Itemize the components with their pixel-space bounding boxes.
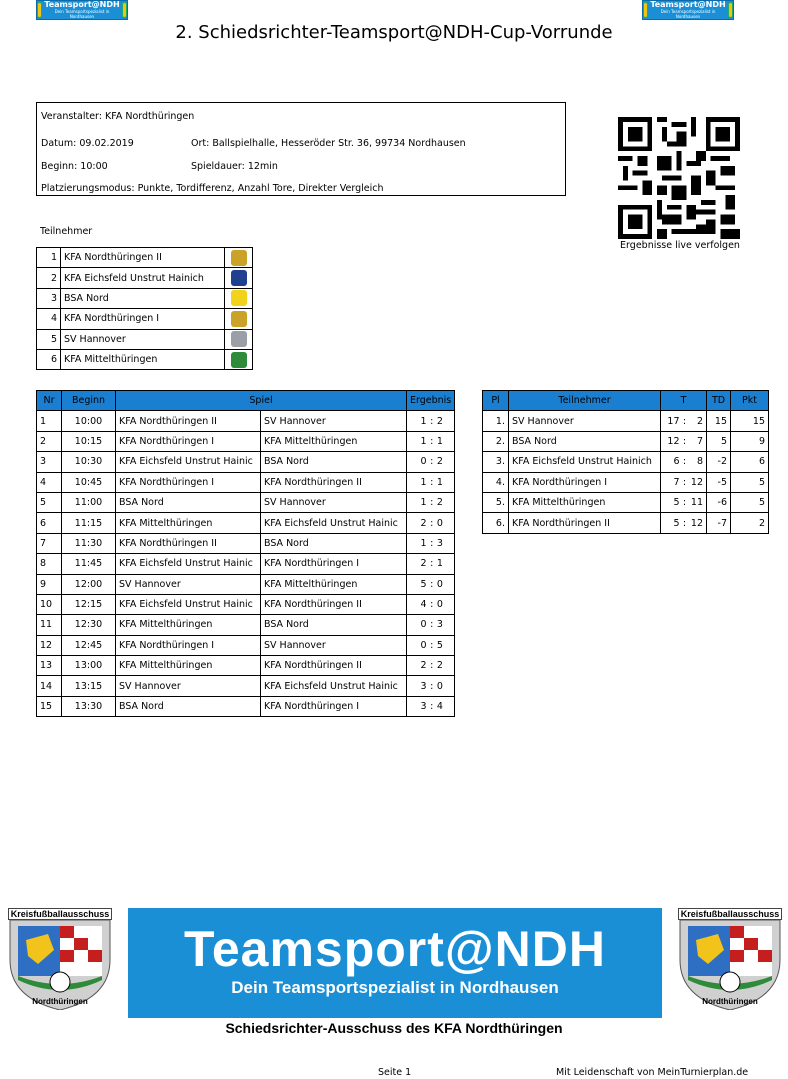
game-nr: 7 [37, 533, 62, 553]
score-separator: : [427, 656, 435, 676]
game-home: KFA Eichsfeld Unstrut Hainic [116, 554, 261, 574]
game-home: KFA Eichsfeld Unstrut Hainic [116, 452, 261, 472]
score-separator: : [427, 492, 435, 512]
score-separator: : [427, 513, 435, 533]
game-row [37, 574, 455, 594]
participant-nr: 5 [37, 329, 61, 349]
participant-nr: 2 [37, 268, 61, 288]
goals-against: 12 [689, 513, 707, 533]
score-separator: : [427, 696, 435, 716]
rank-place: 1. [483, 411, 509, 431]
logo-subtext: Dein Teamsportspezialist in Nordhausen [660, 9, 716, 19]
page-number: Seite 1 [378, 1067, 412, 1078]
team-crest-icon [231, 311, 247, 327]
game-row [37, 411, 455, 431]
score-separator: : [427, 676, 435, 696]
participant-name: SV Hannover [61, 329, 225, 349]
crest-icon [37, 2, 42, 18]
participants-table [36, 247, 253, 370]
col-teilnehmer: Teilnehmer [509, 391, 661, 411]
game-home: KFA Nordthüringen I [116, 472, 261, 492]
date: Datum: 09.02.2019 [41, 138, 134, 149]
away-goals: 0 [436, 594, 455, 614]
game-nr: 9 [37, 574, 62, 594]
logo-text: Teamsport@NDH [44, 0, 120, 9]
rank-team: KFA Nordthüringen II [509, 513, 661, 533]
col-ergebnis: Ergebnis [407, 391, 455, 411]
start-time: Beginn: 10:00 [41, 161, 108, 172]
score-separator: : [427, 615, 435, 635]
crest-right [678, 908, 782, 1013]
score-separator: : [427, 635, 435, 655]
game-nr: 14 [37, 676, 62, 696]
col-td: TD [707, 391, 731, 411]
game-away: KFA Mittelthüringen [261, 574, 407, 594]
game-time: 12:30 [62, 615, 116, 635]
rank-team: KFA Mittelthüringen [509, 492, 661, 512]
rank-team: BSA Nord [509, 431, 661, 451]
score-separator: : [427, 411, 435, 431]
game-home: KFA Nordthüringen I [116, 431, 261, 451]
game-away: KFA Eichsfeld Unstrut Hainic [261, 513, 407, 533]
score-separator: : [427, 452, 435, 472]
game-row [37, 594, 455, 614]
game-away: KFA Nordthüringen I [261, 554, 407, 574]
rank-points: 15 [731, 411, 769, 431]
game-away: BSA Nord [261, 615, 407, 635]
score-separator: : [427, 472, 435, 492]
team-crest-icon [231, 331, 247, 347]
game-away: KFA Mittelthüringen [261, 431, 407, 451]
away-goals: 4 [436, 696, 455, 716]
game-nr: 3 [37, 452, 62, 472]
game-nr: 10 [37, 594, 62, 614]
footer-subtitle: Schiedsrichter-Ausschuss des KFA Nordthüringen [225, 1020, 563, 1036]
organizer: Veranstalter: KFA Nordthüringen [41, 111, 195, 122]
game-home: KFA Mittelthüringen [116, 615, 261, 635]
game-time: 10:00 [62, 411, 116, 431]
rank-place: 5. [483, 492, 509, 512]
ranking-row [483, 492, 769, 512]
score-separator: : [681, 513, 689, 533]
header-logo-right [642, 0, 734, 20]
col-pl: Pl [483, 391, 509, 411]
game-time: 12:15 [62, 594, 116, 614]
score-separator: : [681, 431, 689, 451]
participant-crest [225, 268, 253, 288]
goals-for: 12 [661, 431, 681, 451]
banner-subtitle: Dein Teamsportspezialist in Nordhausen [231, 978, 559, 997]
home-goals: 1 [407, 411, 428, 431]
team-crest-icon [231, 270, 247, 286]
game-home: KFA Nordthüringen II [116, 411, 261, 431]
qr-caption: Ergebnisse live verfolgen [620, 240, 740, 251]
home-goals: 0 [407, 615, 428, 635]
home-goals: 5 [407, 574, 428, 594]
game-row [37, 554, 455, 574]
game-nr: 8 [37, 554, 62, 574]
game-home: SV Hannover [116, 574, 261, 594]
home-goals: 3 [407, 676, 428, 696]
rank-goal-diff: -5 [707, 472, 731, 492]
banner-title: Teamsport@NDH [184, 921, 606, 977]
goals-against: 11 [689, 492, 707, 512]
participant-row [37, 329, 253, 349]
score-separator: : [427, 554, 435, 574]
game-nr: 13 [37, 656, 62, 676]
home-goals: 0 [407, 635, 428, 655]
ranking-mode: Platzierungsmodus: Punkte, Tordifferenz, Anzahl Tore, Direkter Vergleich [41, 183, 384, 194]
crest-left [8, 908, 112, 1013]
away-goals: 0 [436, 676, 455, 696]
game-home: BSA Nord [116, 696, 261, 716]
away-goals: 1 [436, 472, 455, 492]
game-time: 13:15 [62, 676, 116, 696]
game-away: SV Hannover [261, 411, 407, 431]
away-goals: 1 [436, 554, 455, 574]
ranking-row [483, 513, 769, 533]
ranking-table [482, 390, 769, 534]
logo-subtext: Dein Teamsportspezialist in Nordhausen [54, 9, 110, 19]
goals-for: 17 [661, 411, 681, 431]
participant-nr: 1 [37, 248, 61, 268]
game-row [37, 492, 455, 512]
rank-points: 9 [731, 431, 769, 451]
participant-crest [225, 309, 253, 329]
location: Ort: Ballspielhalle, Hesseröder Str. 36, 99734 Nordhausen [191, 138, 466, 149]
game-time: 11:15 [62, 513, 116, 533]
home-goals: 2 [407, 554, 428, 574]
game-home: KFA Mittelthüringen [116, 656, 261, 676]
rank-place: 3. [483, 452, 509, 472]
kfa-crest-icon [8, 920, 112, 1010]
game-time: 12:45 [62, 635, 116, 655]
rank-points: 6 [731, 452, 769, 472]
participant-crest [225, 329, 253, 349]
score-separator: : [681, 492, 689, 512]
game-home: KFA Nordthüringen I [116, 635, 261, 655]
col-pkt: Pkt [731, 391, 769, 411]
col-spiel: Spiel [116, 391, 407, 411]
score-separator: : [681, 452, 689, 472]
game-time: 11:00 [62, 492, 116, 512]
away-goals: 2 [436, 656, 455, 676]
game-row [37, 513, 455, 533]
home-goals: 1 [407, 533, 428, 553]
participant-row [37, 268, 253, 288]
ranking-row [483, 411, 769, 431]
qr-code[interactable] [618, 117, 740, 239]
away-goals: 1 [436, 431, 455, 451]
participant-name: KFA Eichsfeld Unstrut Hainich [61, 268, 225, 288]
game-time: 11:45 [62, 554, 116, 574]
credit-link[interactable]: Mit Leidenschaft von MeinTurnierplan.de [556, 1067, 749, 1078]
game-away: KFA Nordthüringen I [261, 696, 407, 716]
game-home: KFA Nordthüringen II [116, 533, 261, 553]
score-separator: : [681, 411, 689, 431]
rank-goal-diff: -7 [707, 513, 731, 533]
game-row [37, 635, 455, 655]
participant-name: KFA Nordthüringen I [61, 309, 225, 329]
away-goals: 2 [436, 411, 455, 431]
col-nr: Nr [37, 391, 62, 411]
away-goals: 2 [436, 492, 455, 512]
game-duration: Spieldauer: 12min [191, 161, 278, 172]
game-nr: 1 [37, 411, 62, 431]
game-row [37, 533, 455, 553]
crest-bottom-text: Nordthüringen [702, 997, 758, 1006]
tournament-info-box [36, 102, 566, 196]
game-away: KFA Nordthüringen II [261, 656, 407, 676]
game-away: KFA Nordthüringen II [261, 472, 407, 492]
game-time: 10:45 [62, 472, 116, 492]
home-goals: 2 [407, 513, 428, 533]
game-row [37, 696, 455, 716]
away-goals: 3 [436, 533, 455, 553]
goals-against: 12 [689, 472, 707, 492]
game-nr: 2 [37, 431, 62, 451]
participant-name: KFA Nordthüringen II [61, 248, 225, 268]
participant-name: KFA Mittelthüringen [61, 349, 225, 369]
game-row [37, 452, 455, 472]
away-goals: 3 [436, 615, 455, 635]
away-goals: 2 [436, 452, 455, 472]
away-goals: 5 [436, 635, 455, 655]
home-goals: 0 [407, 452, 428, 472]
header-logo-left [36, 0, 128, 20]
game-away: KFA Nordthüringen II [261, 594, 407, 614]
game-time: 10:30 [62, 452, 116, 472]
page-title: 2. Schiedsrichter-Teamsport@NDH-Cup-Vorrunde [175, 22, 613, 43]
crest-label: Kreisfußballausschuss [8, 908, 112, 920]
score-separator: : [427, 594, 435, 614]
game-row [37, 676, 455, 696]
rank-team: KFA Eichsfeld Unstrut Hainich [509, 452, 661, 472]
game-time: 13:00 [62, 656, 116, 676]
game-away: KFA Eichsfeld Unstrut Hainic [261, 676, 407, 696]
col-tore: T [661, 391, 707, 411]
rank-team: SV Hannover [509, 411, 661, 431]
game-row [37, 472, 455, 492]
participants-label: Teilnehmer [40, 226, 93, 237]
score-separator: : [681, 472, 689, 492]
home-goals: 2 [407, 656, 428, 676]
goals-against: 2 [689, 411, 707, 431]
crest-icon [643, 2, 648, 18]
game-away: BSA Nord [261, 452, 407, 472]
game-time: 13:30 [62, 696, 116, 716]
ranking-row [483, 431, 769, 451]
rank-place: 2. [483, 431, 509, 451]
home-goals: 1 [407, 492, 428, 512]
game-time: 11:30 [62, 533, 116, 553]
participant-crest [225, 288, 253, 308]
game-home: SV Hannover [116, 676, 261, 696]
rank-place: 4. [483, 472, 509, 492]
game-time: 12:00 [62, 574, 116, 594]
game-away: BSA Nord [261, 533, 407, 553]
ranking-row [483, 452, 769, 472]
score-separator: : [427, 431, 435, 451]
crest-icon [122, 2, 127, 18]
away-goals: 0 [436, 574, 455, 594]
game-home: BSA Nord [116, 492, 261, 512]
logo-text: Teamsport@NDH [650, 0, 726, 9]
game-away: SV Hannover [261, 635, 407, 655]
participant-crest [225, 349, 253, 369]
ranking-row [483, 472, 769, 492]
home-goals: 1 [407, 472, 428, 492]
kfa-crest-icon [678, 920, 782, 1010]
home-goals: 3 [407, 696, 428, 716]
game-time: 10:15 [62, 431, 116, 451]
crest-icon [728, 2, 733, 18]
home-goals: 1 [407, 431, 428, 451]
team-crest-icon [231, 290, 247, 306]
game-nr: 12 [37, 635, 62, 655]
participant-nr: 6 [37, 349, 61, 369]
participant-row [37, 349, 253, 369]
rank-goal-diff: -2 [707, 452, 731, 472]
away-goals: 0 [436, 513, 455, 533]
goals-for: 7 [661, 472, 681, 492]
team-crest-icon [231, 250, 247, 266]
score-separator: : [427, 574, 435, 594]
game-nr: 15 [37, 696, 62, 716]
crest-bottom-text: Nordthüringen [32, 997, 88, 1006]
col-beginn: Beginn [62, 391, 116, 411]
game-row [37, 431, 455, 451]
sponsor-banner [128, 908, 662, 1018]
rank-points: 5 [731, 492, 769, 512]
participant-crest [225, 248, 253, 268]
participant-nr: 4 [37, 309, 61, 329]
participant-row [37, 309, 253, 329]
participant-row [37, 248, 253, 268]
team-crest-icon [231, 352, 247, 368]
rank-points: 2 [731, 513, 769, 533]
rank-goal-diff: 15 [707, 411, 731, 431]
game-away: SV Hannover [261, 492, 407, 512]
game-row [37, 656, 455, 676]
game-home: KFA Eichsfeld Unstrut Hainic [116, 594, 261, 614]
goals-against: 8 [689, 452, 707, 472]
game-nr: 11 [37, 615, 62, 635]
game-nr: 4 [37, 472, 62, 492]
participant-row [37, 288, 253, 308]
game-nr: 5 [37, 492, 62, 512]
goals-for: 6 [661, 452, 681, 472]
score-separator: : [427, 533, 435, 553]
game-row [37, 615, 455, 635]
game-home: KFA Mittelthüringen [116, 513, 261, 533]
participant-nr: 3 [37, 288, 61, 308]
crest-label: Kreisfußballausschuss [678, 908, 782, 920]
goals-for: 5 [661, 492, 681, 512]
goals-for: 5 [661, 513, 681, 533]
rank-goal-diff: -6 [707, 492, 731, 512]
rank-team: KFA Nordthüringen I [509, 472, 661, 492]
goals-against: 7 [689, 431, 707, 451]
participant-name: BSA Nord [61, 288, 225, 308]
rank-points: 5 [731, 472, 769, 492]
rank-place: 6. [483, 513, 509, 533]
games-table [36, 390, 455, 717]
rank-goal-diff: 5 [707, 431, 731, 451]
game-nr: 6 [37, 513, 62, 533]
home-goals: 4 [407, 594, 428, 614]
